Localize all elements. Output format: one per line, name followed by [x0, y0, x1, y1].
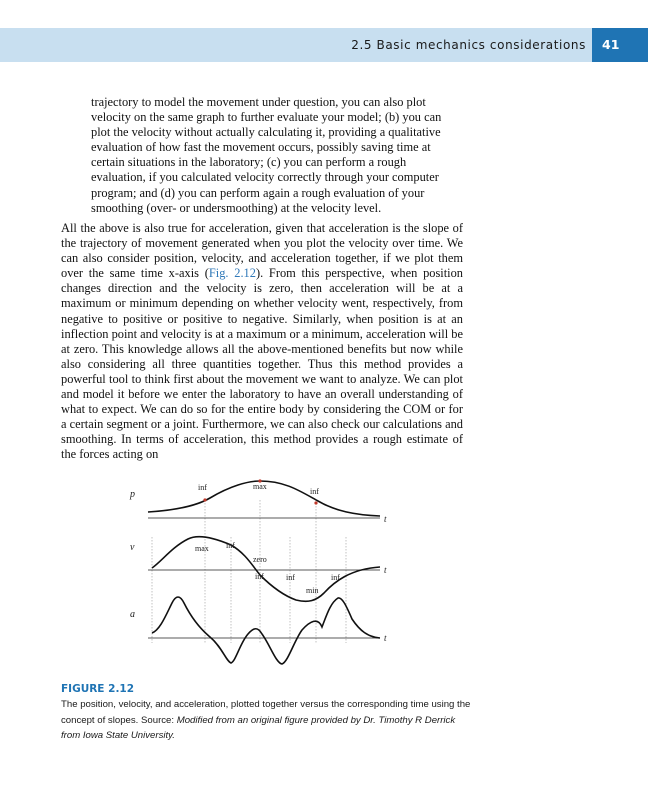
- annotation-v-inf-3: inf: [331, 573, 340, 582]
- annotation-v-inf-2: inf: [286, 573, 295, 582]
- time-label-position: t: [384, 514, 387, 524]
- annotation-v-inf: inf: [226, 541, 235, 550]
- caption-text: The position, velocity, and acceleration, plotted together versus the corresponding time using the concept of slopes. Source:: [61, 699, 471, 726]
- position-axis-label: p: [130, 489, 135, 500]
- figure-position-velocity-acceleration: [110, 475, 400, 675]
- figure-label: FIGURE 2.12: [61, 683, 135, 695]
- time-label-velocity: t: [384, 565, 387, 575]
- running-header-title: 2.5 Basic mechanics considerations: [351, 38, 586, 52]
- body-text-end: ). From this perspective, when position changes direction and the velocity is zero, then acceleration will be at a maximum or minimum depending on whether velocity went, respectively, from negative to positive or positive to negative. Similarly, when position is at an inflection point and velocity is at a maximum or a minimum, acceleration will be at zero. This knowledge allows all the above-mentioned benefits but now while also considering all three quantities together. Thus this method provides a powerful tool to think first about the movement we want to analyze. We can plot and model it before we enter the laboratory to have an overall understanding of what to expect. We can do so for the entire body by considering the COM or for a certain segment or a joint. Furthermore, we can also check our calculations and smoothing. In terms of acceleration, this method provides a rough estimate of the forces acting on: [61, 266, 464, 462]
- annotation-v-max: max: [195, 544, 209, 553]
- page-number: 41: [592, 28, 648, 62]
- acceleration-axis-label: a: [130, 609, 135, 620]
- annotation-v-min: min: [306, 586, 319, 595]
- annotation-p-inf-right: inf: [310, 487, 319, 496]
- figure-reference-link[interactable]: Fig. 2.12: [208, 266, 256, 281]
- velocity-axis-label: v: [130, 542, 135, 553]
- indented-paragraph: trajectory to model the movement under question, you can also plot velocity on the same graph to further evaluate your model; (b) you can plot the velocity without actually calculating it, providing a qualitative evaluation of how fast the movement occurs, possibly saving time at certain situations in the laboratory; (c) you can perform a rough evaluation, if you calculated velocity correctly through your computer program; and (d) you can perform again a rough evaluation of your smoothing (over- or undersmoothing) at the velocity level.: [91, 95, 442, 215]
- body-paragraph: [61, 221, 463, 463]
- annotation-v-inf-1: inf: [255, 572, 264, 581]
- annotation-v-zero: zero: [253, 555, 267, 564]
- annotation-p-max: max: [253, 482, 267, 491]
- caption-source: Modified from an original figure provided by Dr. Timothy R Derrick from Iowa State University.: [61, 714, 456, 741]
- figure-caption: [61, 697, 471, 744]
- annotation-p-inf-left: inf: [198, 483, 207, 492]
- time-label-acceleration: t: [384, 633, 387, 643]
- body-text-start: All the above is also true for acceleration, given that acceleration is the slope of the trajectory of movement generated when you plot the velocity over time. We can also consider position, velocity, and acceleration together, if we plot them over the same time x-axis (: [61, 221, 463, 281]
